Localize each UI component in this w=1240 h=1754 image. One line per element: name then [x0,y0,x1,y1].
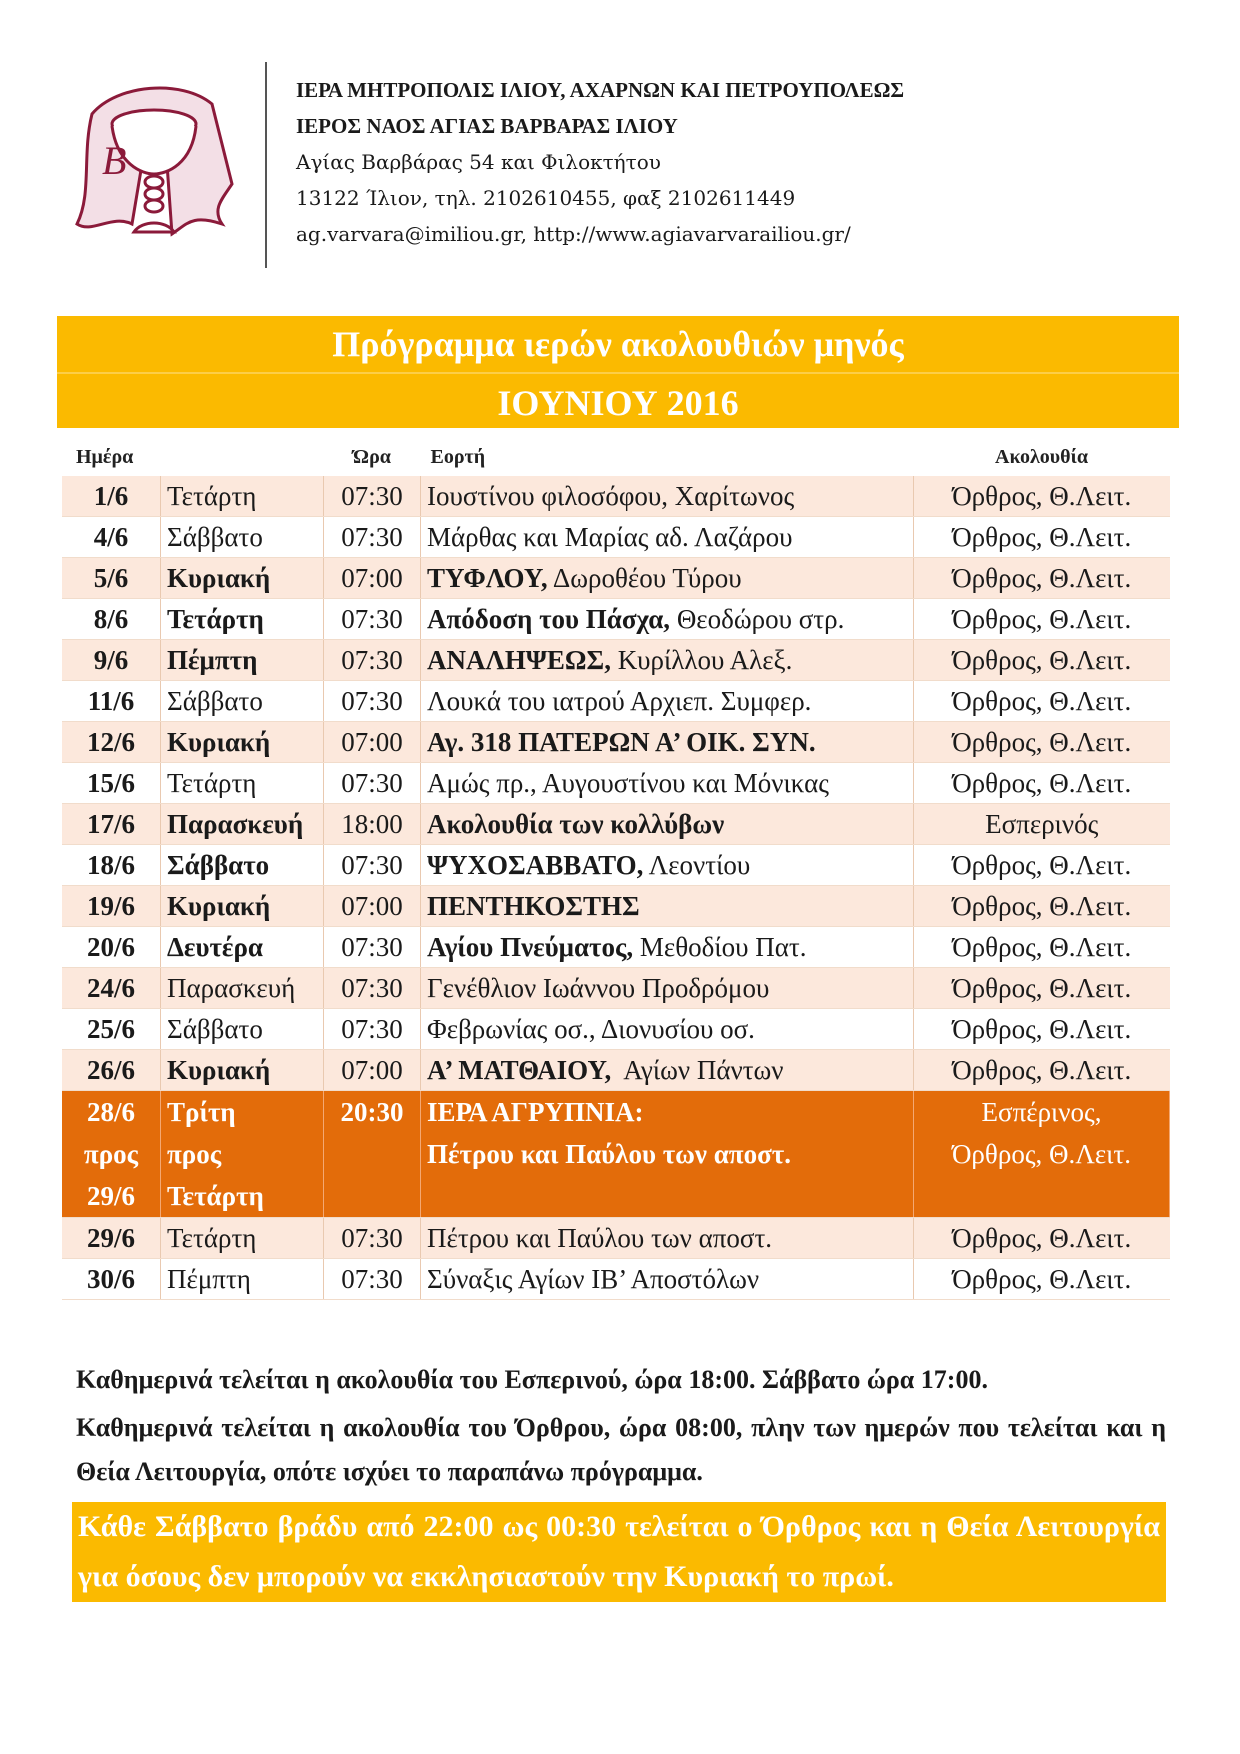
church-header [296,72,904,252]
row-feast-saints: Αγίων Πάντων [611,1054,784,1085]
banner-month: ΙΟΥΝΙΟΥ 2016 [497,383,739,423]
row-feast [421,1218,914,1259]
row-time: 07:30 [324,681,421,722]
row-feast [421,968,914,1009]
row-time: 07:30 [324,476,421,517]
schedule-banner [57,316,1179,428]
row-date: 1/6 [62,476,161,517]
banner-divider [57,372,1179,374]
row-service: Όρθρος, Θ.Λειτ. [914,640,1170,681]
row-feast-saints: Λουκά του ιατρού Αρχιεπ. Συμφερ. [427,685,812,716]
vigil-feast-saints: Πέτρου και Παύλου των αποστ. [427,1139,791,1169]
row-date: 18/6 [62,845,161,886]
row-feast-saints: Μεθοδίου Πατ. [633,931,807,962]
row-weekday: Σάββατο [161,845,324,886]
row-time: 07:00 [324,1050,421,1091]
row-time: 18:00 [324,804,421,845]
row-time: 07:30 [324,599,421,640]
schedule-table [62,438,1170,1300]
row-time: 07:30 [324,1218,421,1259]
table-row [62,845,1170,886]
row-feast-saints: Πέτρου και Παύλου των αποστ. [427,1222,773,1253]
row-feast [421,599,914,640]
row-date: 17/6 [62,804,161,845]
table-row [62,517,1170,558]
row-date: 25/6 [62,1009,161,1050]
row-weekday: Τετάρτη [161,476,324,517]
row-feast-saints: Δωροθέου Τύρου [547,562,742,593]
row-feast-main: Ακολουθία των κολλύβων [427,808,725,839]
vigil-date [62,1091,161,1218]
row-feast-saints: Αμώς πρ., Αυγουστίνου και Μόνικας [427,767,829,798]
row-service: Όρθρος, Θ.Λειτ. [914,558,1170,599]
row-feast [421,845,914,886]
row-time: 07:00 [324,886,421,927]
row-weekday: Σάββατο [161,1009,324,1050]
row-weekday: Παρασκευή [161,968,324,1009]
row-service: Όρθρος, Θ.Λειτ. [914,927,1170,968]
row-service: Όρθρος, Θ.Λειτ. [914,1050,1170,1091]
row-service: Όρθρος, Θ.Λειτ. [914,1259,1170,1300]
vigil-weekday-to: προς [167,1139,222,1169]
row-time: 07:30 [324,968,421,1009]
vigil-service-2: Όρθρος, Θ.Λειτ. [951,1139,1132,1169]
row-date: 19/6 [62,886,161,927]
row-feast-main: ΑΝΑΛΗΨΕΩΣ, [427,644,611,675]
row-time: 07:00 [324,722,421,763]
row-date: 26/6 [62,1050,161,1091]
row-service: Όρθρος, Θ.Λειτ. [914,845,1170,886]
table-row [62,1050,1170,1091]
row-service: Όρθρος, Θ.Λειτ. [914,476,1170,517]
row-feast [421,1009,914,1050]
row-time: 07:30 [324,763,421,804]
row-time: 07:30 [324,1259,421,1300]
vigil-service-1: Εσπέρινος, [981,1097,1102,1127]
vespers-note: Καθημερινά τελείται η ακολουθία του Εσπερινού, ώρα 18:00. Σάββατο ώρα 17:00. [76,1365,988,1394]
header-day: Ημέρα [76,445,134,468]
schedule-rows-after [62,1218,1170,1300]
vigil-date-to: προς [83,1139,139,1169]
row-weekday: Πέμπτη [161,640,324,681]
table-row [62,968,1170,1009]
row-service: Όρθρος, Θ.Λειτ. [914,599,1170,640]
table-row [62,1259,1170,1300]
row-service: Όρθρος, Θ.Λειτ. [914,517,1170,558]
table-row [62,927,1170,968]
row-weekday: Κυριακή [161,722,324,763]
row-feast-saints: Ιουστίνου φιλοσόφου, Χαρίτωνος [427,480,795,511]
row-time: 07:00 [324,558,421,599]
table-row [62,722,1170,763]
table-row [62,886,1170,927]
vigil-row-group [62,1091,1170,1218]
vigil-weekday [161,1091,324,1218]
vigil-weekday-end: Τετάρτη [167,1181,264,1211]
row-date: 8/6 [62,599,161,640]
saturday-night-notice: Κάθε Σάββατο βράδυ από 22:00 ως 00:30 τελείται ο Όρθρος και η Θεία Λειτουργία για όσους δεν μπορούν να εκκλησιαστούν την Κυριακή το πρωί. [72,1502,1166,1602]
row-feast-saints: Μάρθας και Μαρίας αδ. Λαζάρου [427,521,793,552]
notes [76,1358,1166,1494]
row-weekday: Τετάρτη [161,599,324,640]
row-time: 07:30 [324,927,421,968]
row-feast-main: Απόδοση του Πάσχα, [427,603,671,634]
row-weekday: Κυριακή [161,558,324,599]
row-date: 15/6 [62,763,161,804]
row-weekday: Τετάρτη [161,763,324,804]
row-feast [421,722,914,763]
row-service: Όρθρος, Θ.Λειτ. [914,1009,1170,1050]
row-feast-saints: Λεοντίου [643,849,751,880]
table-row [62,599,1170,640]
row-feast-main: ΠΕΝΤΗΚΟΣΤΗΣ [427,890,640,921]
metropolis-name: ΙΕΡΑ ΜΗΤΡΟΠΟΛΙΣ ΙΛΙΟΥ, ΑΧΑΡΝΩΝ ΚΑΙ ΠΕΤΡΟΥΠΟΛΕΩΣ [296,78,905,102]
header-feast: Εορτή [430,445,486,468]
row-feast-main: Αγ. 318 ΠΑΤΕΡΩΝ Α’ ΟΙΚ. ΣΥΝ. [427,726,816,757]
row-feast-main: Α’ ΜΑΤΘΑΙΟΥ, [427,1054,612,1085]
row-time: 07:30 [324,517,421,558]
row-date: 30/6 [62,1259,161,1300]
schedule-rows [62,476,1170,1091]
table-row [62,558,1170,599]
row-time: 07:30 [324,1009,421,1050]
row-service: Όρθρος, Θ.Λειτ. [914,968,1170,1009]
row-weekday: Σάββατο [161,681,324,722]
row-service: Όρθρος, Θ.Λειτ. [914,681,1170,722]
vigil-feast-title: ΙΕΡΑ ΑΓΡΥΠΝΙΑ: [427,1097,644,1127]
row-date: 11/6 [62,681,161,722]
row-date: 9/6 [62,640,161,681]
row-feast [421,1259,914,1300]
vigil-date-start: 28/6 [86,1097,135,1127]
row-weekday: Πέμπτη [161,1259,324,1300]
table-header-row [62,438,1170,476]
row-feast [421,886,914,927]
row-feast [421,476,914,517]
row-feast [421,1050,914,1091]
row-weekday: Σάββατο [161,517,324,558]
header-service: Ακολουθία [995,445,1088,468]
logo-letter: Β [102,138,127,183]
row-weekday: Κυριακή [161,1050,324,1091]
row-feast-saints: Θεοδώρου στρ. [670,603,845,634]
row-feast-main: Αγίου Πνεύματος, [427,931,634,962]
table-row [62,681,1170,722]
row-date: 20/6 [62,927,161,968]
row-time: 07:30 [324,845,421,886]
row-feast [421,640,914,681]
table-row [62,1009,1170,1050]
row-feast [421,681,914,722]
header-time: Ώρα [353,445,391,468]
row-time: 07:30 [324,640,421,681]
row-feast [421,558,914,599]
row-feast-saints: Φεβρωνίας οσ., Διονυσίου οσ. [427,1013,755,1044]
row-service: Όρθρος, Θ.Λειτ. [914,763,1170,804]
table-row [62,476,1170,517]
row-feast [421,804,914,845]
row-date: 4/6 [62,517,161,558]
address: Αγίας Βαρβάρας 54 και Φιλοκτήτου [296,150,661,174]
row-weekday: Τετάρτη [161,1218,324,1259]
row-date: 29/6 [62,1218,161,1259]
vigil-feast [421,1091,914,1218]
row-feast-main: ΨΥΧΟΣΑΒΒΑΤΟ, [427,849,644,880]
row-date: 5/6 [62,558,161,599]
table-row [62,804,1170,845]
row-date: 12/6 [62,722,161,763]
row-service: Εσπερινός [914,804,1170,845]
row-service: Όρθρος, Θ.Λειτ. [914,722,1170,763]
row-feast [421,517,914,558]
row-weekday: Παρασκευή [161,804,324,845]
table-row [62,763,1170,804]
header-divider [265,62,267,268]
church-name: ΙΕΡΟΣ ΝΑΟΣ ΑΓΙΑΣ ΒΑΡΒΑΡΑΣ ΙΛΙΟΥ [296,114,678,138]
row-feast-saints: Σύναξις Αγίων ΙΒ’ Αποστόλων [427,1263,760,1294]
phone-fax: 13122 Ίλιον, τηλ. 2102610455, φαξ 2102611449 [296,186,796,210]
row-date: 24/6 [62,968,161,1009]
vigil-weekday-start: Τρίτη [167,1097,236,1127]
contact-links[interactable]: ag.varvara@imiliou.gr, http://www.agiavarvarailiou.gr/ [296,222,851,246]
vigil-date-end: 29/6 [86,1181,135,1211]
row-feast-saints: Κυρίλλου Αλεξ. [610,644,793,675]
row-feast [421,927,914,968]
row-service: Όρθρος, Θ.Λειτ. [914,1218,1170,1259]
table-row [62,640,1170,681]
row-weekday: Δευτέρα [161,927,324,968]
row-feast-main: ΤΥΦΛΟΥ, [427,562,548,593]
matins-note: Καθημερινά τελείται η ακολουθία του Όρθρου, ώρα 08:00, πλην των ημερών που τελείται και η Θεία Λειτουργία, οπότε ισχύει το παραπάνω πρόγραμμα. [76,1413,1166,1486]
banner-title: Πρόγραμμα ιερών ακολουθιών μηνός [332,324,904,364]
row-service: Όρθρος, Θ.Λειτ. [914,886,1170,927]
vigil-time: 20:30 [324,1091,421,1218]
vigil-service [914,1091,1170,1218]
table-row [62,1218,1170,1259]
row-feast-saints: Γενέθλιον Ιωάννου Προδρόμου [427,972,770,1003]
row-feast [421,763,914,804]
vigil-row [62,1091,1170,1218]
row-weekday: Κυριακή [161,886,324,927]
church-logo [72,74,242,246]
